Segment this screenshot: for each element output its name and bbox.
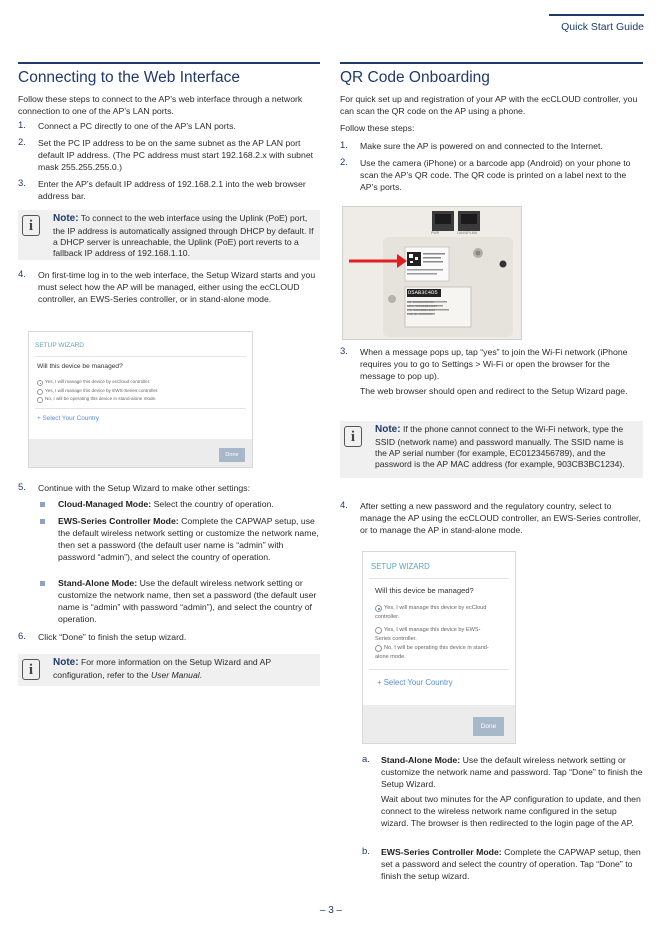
radio-standalone[interactable] bbox=[37, 397, 43, 403]
label-lines: SN: EC0123456789 MAC: 903CB3BC1234 PW: 903CB3BC1234 FCC ID: XXXXXXX bbox=[407, 300, 438, 316]
step-text: Connect a PC directly to one of the AP’s LAN ports. bbox=[38, 121, 236, 131]
ap-qr-photo bbox=[342, 206, 522, 340]
right-heading-rule bbox=[340, 62, 643, 64]
guide-title: Quick Start Guide bbox=[561, 21, 644, 33]
step-number: 4. bbox=[18, 269, 26, 280]
step-number: 4. bbox=[340, 500, 348, 511]
wizard-question: Will this device be managed? bbox=[37, 363, 123, 370]
bullet-marker bbox=[40, 519, 45, 524]
step-text: When a message pops up, tap “yes” to join the Wi-Fi network (iPhone requires you to go to Settings > Wi-Fi or open the browser for the message to pop up). bbox=[360, 347, 628, 381]
note-box bbox=[18, 210, 320, 260]
substep-letter: a. bbox=[362, 754, 370, 765]
left-heading-rule bbox=[18, 62, 320, 64]
bullet-text: Stand-Alone Mode: Use the default wireless network setting or customize the network name, then set a password (the default user name is “admin” with password “admin”), and select the country of operation. bbox=[58, 578, 317, 624]
step-number: 6. bbox=[18, 631, 26, 642]
ap-device-illustration bbox=[343, 207, 522, 340]
info-icon: i bbox=[344, 426, 362, 447]
step-text: Set the PC IP address to be on the same subnet as the AP LAN port default IP address. (The PC address must start 192.168.2.x with subnet mask 255.255.255.0.) bbox=[38, 138, 314, 172]
option-cloud: Yes, I will manage this device by ecCloud controller. bbox=[45, 379, 151, 384]
substep-extra: Wait about two minutes for the AP configuration to update, and then connect to the wireless network name configured in the setup wizard. The browser is then redirected to the login page of the AP. bbox=[381, 794, 641, 828]
step-text: The web browser should open and redirect to the Setup Wizard page. bbox=[360, 386, 628, 396]
left-heading: Connecting to the Web Interface bbox=[18, 69, 241, 86]
step-number: 1. bbox=[340, 140, 348, 151]
radio-ews[interactable] bbox=[37, 389, 43, 395]
wizard-divider bbox=[369, 669, 509, 670]
option-standalone: No, I will be operating this device in stand-alone mode. bbox=[45, 396, 157, 401]
bullet-marker bbox=[40, 502, 45, 507]
step-number: 3. bbox=[340, 346, 348, 357]
note-box bbox=[340, 421, 643, 478]
done-button[interactable]: Done bbox=[473, 717, 504, 736]
info-icon: i bbox=[22, 659, 40, 680]
bullet-text: EWS-Series Controller Mode: Complete the CAPWAP setup, use the default wireless network setting or customize the network name, then set a password (the default user name is “admin” with password “admin”), and select the country of operation. bbox=[58, 516, 319, 562]
right-heading: QR Code Onboarding bbox=[340, 69, 490, 86]
mac-label: D5AB3C4D5 bbox=[408, 289, 438, 296]
option-ews: Yes, I will manage this device by EWS-Series controller. bbox=[375, 627, 481, 642]
step-text: Enter the AP’s default IP address of 192.168.2.1 into the web browser address bar. bbox=[38, 179, 306, 201]
select-country-link[interactable]: + Select Your Country bbox=[37, 415, 99, 422]
substep-letter: b. bbox=[362, 846, 370, 857]
select-country-link[interactable]: + Select Your Country bbox=[377, 678, 453, 687]
substep-text: EWS-Series Controller Mode: Complete the CAPWAP setup, then set a password and select the country of operation. Tap “Done” to finish the setup wizard. bbox=[381, 847, 641, 881]
note-text: Note: For more information on the Setup Wizard and AP configuration, refer to the User Manual. bbox=[53, 657, 271, 680]
right-intro: For quick set up and registration of your AP with the ecCLOUD controller, you can scan the QR code on the AP using a phone. bbox=[340, 94, 638, 116]
left-intro: Follow these steps to connect to the AP’s web interface through a network connection to one of the AP’s LAN ports. bbox=[18, 94, 303, 116]
option-ews: Yes, I will manage this device by EWS-Series controller. bbox=[45, 388, 159, 393]
port-label: LAN/UPLINK bbox=[457, 231, 478, 235]
step-text: Make sure the AP is powered on and connected to the Internet. bbox=[360, 141, 603, 151]
substep-text: Stand-Alone Mode: Use the default wireless network setting or customize the network name and password. Tap “Done” to finish the Setup Wizard. bbox=[381, 755, 643, 789]
wizard-divider bbox=[369, 578, 509, 579]
step-number: 2. bbox=[18, 137, 26, 148]
note-text: Note: If the phone cannot connect to the Wi-Fi network, type the SSID (network name) and password manually. The SSID name is the AP serial number (for example, EC0123456789), and the password is the AP MAC address (for example, 903CB3BC1234). bbox=[375, 424, 625, 469]
wizard-title: SETUP WIZARD bbox=[371, 562, 430, 571]
header-rule bbox=[549, 14, 644, 16]
bullet-marker bbox=[40, 581, 45, 586]
port-label: PWR bbox=[431, 231, 440, 235]
wizard-divider bbox=[35, 408, 246, 409]
step-text: Click “Done” to finish the setup wizard. bbox=[38, 632, 187, 642]
wizard-question: Will this device be managed? bbox=[375, 586, 474, 595]
step-number: 5. bbox=[18, 482, 26, 493]
wizard-title: SETUP WIZARD bbox=[35, 342, 84, 349]
bullet-text: Cloud-Managed Mode: Select the country of operation. bbox=[58, 499, 274, 509]
step-text: Continue with the Setup Wizard to make other settings: bbox=[38, 483, 250, 493]
page-number: – 3 – bbox=[319, 905, 343, 916]
step-text: Use the camera (iPhone) or a barcode app (Android) on your phone to scan the AP’s QR code. The QR code is printed on a label next to the AP’s ports. bbox=[360, 158, 631, 192]
step-number: 1. bbox=[18, 120, 26, 131]
radio-cloud[interactable] bbox=[37, 380, 43, 386]
setup-wizard-screenshot bbox=[28, 331, 253, 468]
note-box bbox=[18, 654, 320, 686]
done-button[interactable]: Done bbox=[219, 448, 245, 462]
note-text: Note: To connect to the web interface using the Uplink (PoE) port, the IP address is automatically assigned through DHCP by default. If a DHCP server is unreachable, the Uplink (PoE) port reverts to a fallback IP address of 192.168.1.10. bbox=[53, 213, 314, 258]
follow-text: Follow these steps: bbox=[340, 123, 415, 133]
wizard-divider bbox=[35, 356, 246, 357]
step-number: 2. bbox=[340, 157, 348, 168]
setup-wizard-screenshot bbox=[362, 551, 516, 744]
step-text: After setting a new password and the regulatory country, select to manage the AP using the ecCLOUD controller, an EWS-Series controller, or to manage the AP in stand-alone mode. bbox=[360, 501, 641, 535]
option-standalone: No, I will be operating this device in stand-alone mode. bbox=[375, 645, 489, 660]
step-number: 3. bbox=[18, 178, 26, 189]
step-text: On first-time log in to the web interface, the Setup Wizard starts and you must select how the AP will be managed, either using the ecCLOUD controller, an EWS-Series controller, or in stand-alone mode. bbox=[38, 270, 316, 304]
option-cloud: Yes, I will manage this device by ecCloud controller. bbox=[375, 605, 487, 620]
info-icon: i bbox=[22, 215, 40, 236]
